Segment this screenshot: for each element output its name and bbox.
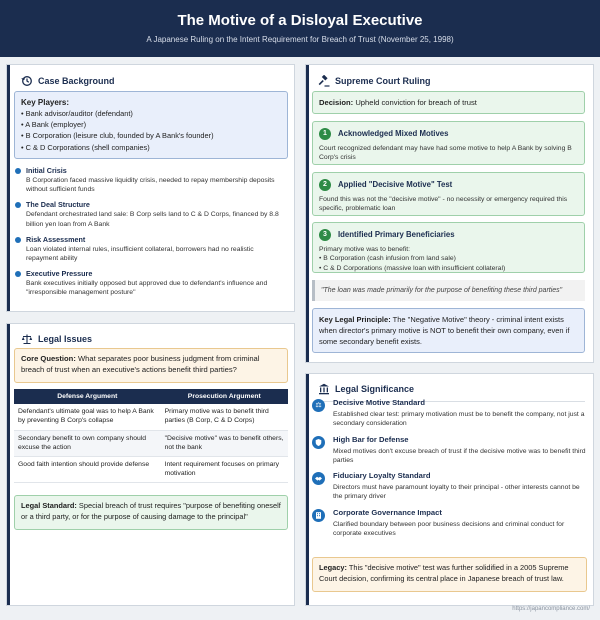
legal-standard-box [14,495,288,530]
table-cell: "Decisive motive" was to benefit others, not the bank [161,430,288,456]
legal-issues-title [21,332,92,346]
arguments-table [14,389,288,483]
significance-item-title: Decisive Motive Standard [333,398,426,407]
significance-item [312,471,587,502]
timeline-item [14,166,286,194]
timeline-dot-icon [15,202,21,208]
player-item: • B Corporation (leisure club, founded by A Bank's founder) [21,131,214,141]
card-accent [7,324,10,605]
step-number-badge: 3 [319,229,331,241]
significance-item-text: Mixed motives don't excuse breach of trust if the decisive motive was to benefit third parties [333,447,586,464]
history-icon [21,75,33,87]
ruling-heading: Supreme Court Ruling [335,76,431,86]
step-text: Court recognized defendant may have had some motive to help A Bank by solving B Corp's crisis [319,145,572,162]
legal-standard-label: Legal Standard: [21,501,77,510]
decision-label: Decision: [319,98,354,107]
ruling-title [318,74,431,88]
significance-list [312,398,587,544]
timeline-item [14,235,286,263]
legacy-text: This "decisive motive" test was further solidified in a 2005 Supreme Court decision, confirming its central place in Japanese breach of trust law. [319,563,569,583]
table-cell: Intent requirement focuses on primary motivation [161,456,288,482]
key-principle-label: Key Legal Principle: [319,315,391,324]
table-cell: Defendant's ultimate goal was to help A Bank by preventing B Corp's collapse [14,404,161,430]
significance-item-title: Corporate Governance Impact [333,507,442,517]
step-text [319,245,578,273]
player-item: • Bank advisor/auditor (defendant) [21,109,133,118]
timeline-item-title: The Deal Structure [26,200,90,210]
ruling-step [312,222,585,273]
significance-item-text: Directors must have paramount loyalty to their principal - other interests cannot be the primary driver [333,484,580,501]
significance-title [318,382,414,396]
ruling-step [312,172,585,216]
table-cell: Secondary benefit to own company should excuse the action [14,430,161,456]
shield-icon [312,436,325,449]
scale-icon: ⚖ [312,399,325,412]
table-header-row [14,389,288,404]
legacy-box [312,557,587,592]
decision-text: Upheld conviction for breach of trust [355,98,477,107]
landmark-icon [318,383,330,395]
player-item: • C & D Corporations (shell companies) [21,142,150,152]
core-question-text: What separates poor business judgment from criminal breach of trust when an executive's actions benefit third parties? [21,354,260,374]
key-players-box [14,91,288,159]
gavel-icon [318,75,330,87]
defense-column-header: Defense Argument [14,389,161,404]
table-row [14,430,288,456]
timeline-item [14,200,286,228]
timeline-item-text: Defendant orchestrated land sale: B Corp sells land to C & D Corps, financed by 8.8 billion yen loan from A Bank [26,211,279,228]
decision-box [312,91,585,114]
prosecution-column-header: Prosecution Argument [161,389,288,404]
legal-standard-text: Special breach of trust requires "purpose of benefiting oneself or a third party, or for the purpose of causing damage to the principal" [21,501,281,521]
step-title: Acknowledged Mixed Motives [338,129,449,138]
player-item: • A Bank (employer) [21,120,87,130]
table-cell: Good faith intention should provide defense [14,456,161,482]
step-title: Applied "Decisive Motive" Test [338,180,453,189]
case-background-title [21,74,115,88]
step-number-badge: 1 [319,128,331,140]
timeline-item-text: Bank executives initially opposed but approved due to defendant's influence and "irresponsible management posture" [26,280,268,297]
case-background-heading: Case Background [38,76,115,86]
ruling-step [312,121,585,165]
significance-heading: Legal Significance [335,384,415,394]
timeline-item-text: B Corporation faced massive liquidity crisis, needed to repay membership deposits without sufficient funds [26,177,275,194]
step-number-badge: 2 [319,179,331,191]
card-accent [7,65,10,311]
timeline-item [14,269,286,297]
timeline-dot-icon [15,271,21,277]
key-principle-text: The "Negative Motive" theory - criminal intent exists when director's primary motive is NOT to benefit their own company, even if some secondary benefit exists. [319,315,570,346]
significance-item-text: Established clear test: primary motivation must be to benefit the company, not just a secondary consideration [333,411,585,428]
timeline-item-title: Initial Crisis [26,166,67,175]
scale-icon [21,333,33,345]
card-accent [306,65,309,362]
step-text: Found this was not the "decisive motive" - no necessity or emergency required this specific, problematic loan [319,196,568,213]
table-row [14,404,288,430]
timeline-dot-icon [15,168,21,174]
card-accent [306,374,309,605]
step-list-item: • B Corporation (cash infusion from land sale) [319,255,456,263]
timeline-dot-icon [15,237,21,243]
case-timeline [14,166,286,304]
table-cell: Primary motive was to benefit third parties (B Corp, C & D Corps) [161,404,288,430]
timeline-item-title: Executive Pressure [26,269,93,279]
step-list-item: • C & D Corporations (massive loan with insufficient collateral) [319,264,506,272]
handshake-icon [312,472,325,485]
significance-item [312,435,587,466]
key-principle-box [312,308,585,353]
table-row [14,456,288,482]
building-icon [312,509,325,522]
significance-item [312,508,587,539]
page-subtitle: A Japanese Ruling on the Intent Requirement for Breach of Trust (November 25, 1998) [146,35,454,44]
significance-item-text: Clarified boundary between poor business decisions and criminal conduct for corporate executives [333,520,565,538]
ruling-quote: "The loan was made primarily for the purpose of benefiting these third parties" [312,280,585,301]
legacy-label: Legacy: [319,563,347,572]
core-question-box [14,348,288,383]
timeline-item-title: Risk Assessment [26,234,86,244]
footer-url: https://japancompliance.com/ [512,606,590,612]
step-text-line: Primary motive was to benefit: [319,246,411,253]
core-question-label: Core Question: [21,354,76,363]
significance-item-title: High Bar for Defense [333,434,409,444]
legal-issues-heading: Legal Issues [38,334,93,344]
significance-item [312,398,587,429]
timeline-item-text: Loan violated internal rules, insufficient collateral, borrowers had no realistic repayment ability [26,245,254,263]
significance-item-title: Fiduciary Loyalty Standard [333,471,431,481]
key-players-title: Key Players: [21,98,70,107]
page-header [0,0,600,57]
page-title: The Motive of a Disloyal Executive [177,12,423,29]
step-title: Identified Primary Beneficiaries [338,230,455,239]
